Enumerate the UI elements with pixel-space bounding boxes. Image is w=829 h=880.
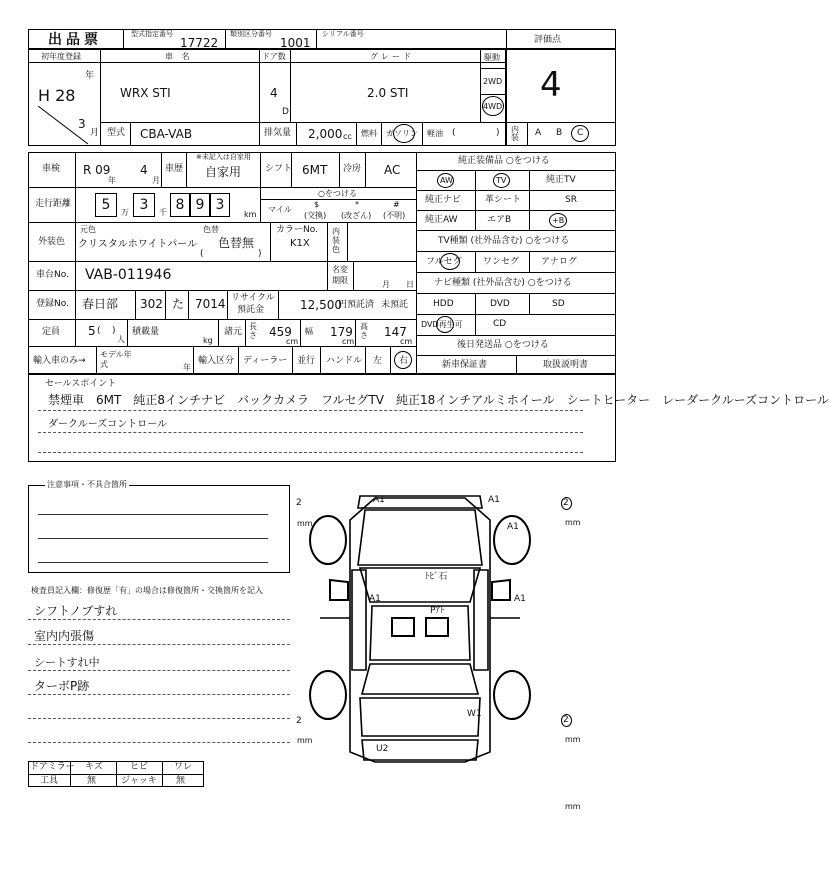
windshield-note: ﾄﾋﾞ石 (425, 572, 448, 582)
class-no-value: 1001 (280, 36, 311, 50)
capacity-value: 5 (88, 324, 96, 338)
drive-2wd: 2WD (483, 77, 503, 86)
vehicle-type-note: ※未記入は自家用 (196, 153, 251, 161)
model-value: CBA-VAB (140, 127, 193, 141)
grade-label: グレード (370, 52, 414, 61)
later-title: 後日発送品 ○をつける (457, 340, 549, 350)
mark-right-door: A1 (514, 594, 526, 604)
length-value: 459 (269, 325, 292, 339)
inspection-era: R 09 (83, 163, 111, 177)
drive-4wd-circle (482, 96, 504, 116)
capacity-label: 定員 (42, 327, 61, 337)
car-name-label: 車 名 (165, 52, 193, 61)
class-no-label: 類別区分番号 (230, 30, 272, 38)
registration-label: 登録No. (36, 299, 69, 309)
mileage-digit: 5 (95, 193, 117, 217)
registration-area: 春日部 (82, 297, 119, 311)
doors-value: 4 (270, 86, 278, 100)
import-label: 輸入車のみ→ (33, 356, 86, 366)
tire-depth-fl: 2 (296, 498, 302, 508)
mileage-digit: 9 (190, 193, 210, 217)
chassis-value: VAB-011946 (85, 267, 172, 283)
displacement-value: 2,000 (308, 127, 343, 141)
first-reg-month: 3 (78, 117, 86, 131)
width-value: 179 (330, 325, 353, 339)
tire-depth-rl: 2 (296, 716, 302, 726)
registration-class: 302 (140, 297, 163, 311)
mileage-digit: 3 (210, 193, 230, 217)
registration-kana: た (172, 297, 185, 311)
inspection-label: 車検 (42, 164, 61, 174)
inspector-title: 検査員記入欄：修復歴「有」の場合は修復箇所・交換箇所を記入 (31, 586, 263, 595)
inspection-month: 4 (140, 163, 148, 177)
chassis-label: 車台No. (36, 270, 69, 280)
aircon-label: 冷房 (343, 164, 362, 174)
car-body-diagram (300, 490, 540, 770)
color-label: 外装色 (38, 237, 66, 247)
note-item: シートすれ中 (34, 656, 100, 669)
sales-title: セールスポイント (45, 379, 117, 389)
mark-rear-bumper: U2 (376, 744, 389, 754)
handle-right: 右 (399, 356, 409, 366)
handle-right-circle (394, 351, 412, 369)
fuel-circle (393, 124, 415, 143)
color-code: K1X (290, 238, 310, 249)
mileage-circle-note: ○をつける (318, 189, 357, 198)
fuel-label: 燃料 (361, 129, 377, 138)
score-value: 4 (540, 65, 562, 105)
grade-value: 2.0 STI (367, 86, 409, 100)
drive-label: 駆動 (484, 53, 500, 62)
note-item: ターボP跡 (34, 679, 90, 693)
mark-front-right: A1 (488, 495, 500, 505)
fuel-light-oil: 軽油 (427, 129, 443, 138)
score-label: 評価点 (534, 35, 562, 45)
note-item: 室内内張傷 (34, 629, 95, 643)
interior-label: 内装 (511, 125, 519, 142)
mark-rear-glass: W1 (467, 709, 482, 719)
first-reg-label: 初年度登録 (41, 52, 81, 61)
height-value: 147 (384, 325, 407, 339)
tire-depth-fr: 2 (563, 498, 569, 508)
type-no-value: 17722 (180, 36, 219, 50)
roof-note: Pｱﾄ (430, 606, 445, 616)
vehicle-type-value: 自家用 (205, 165, 242, 179)
genuine-title: 純正装備品 ○をつける (458, 156, 550, 166)
color-original: クリスタルホワイトパール (78, 239, 198, 250)
recycle-fee: 12,500 (300, 298, 342, 312)
tire-depth-rr: 2 (563, 715, 569, 725)
type-no-label: 型式指定番号 (131, 30, 173, 38)
serial-label: シリアル番号 (322, 30, 364, 38)
door-type: D (282, 107, 289, 117)
tv-title: TV種類 (社外品含む) ○をつける (438, 236, 570, 246)
interior-color-label: 内装色 (332, 227, 340, 254)
notes-title: 注意事項・不具合箇所 (47, 480, 127, 489)
note-item: シフトノブすれ (34, 604, 118, 618)
sales-line-1: 禁煙車 6MT 純正8インチナビ バックカメラ フルセグTV 純正18インチアルミホイール シートヒーター レーダークルーズコントロール (48, 393, 829, 407)
mileage-digit: 3 (133, 193, 155, 217)
notes-frame (28, 485, 290, 573)
registration-number: 7014 (195, 297, 226, 311)
handle-label: ハンドル (326, 356, 363, 366)
aircon-value: AC (384, 163, 401, 177)
vehicle-type-label: 車歴 (165, 164, 184, 174)
displacement-label: 排気量 (264, 128, 292, 138)
first-reg-era: H 28 (38, 86, 76, 105)
doors-label: ドア数 (262, 52, 286, 61)
mileage-label: 走行距離 (35, 199, 72, 209)
form-title: 出品票 (48, 32, 102, 48)
drive-4wd: 4WD (483, 102, 503, 111)
mileage-digit: 8 (170, 193, 190, 217)
fuel-gasoline: ガソリン (386, 129, 418, 138)
interior-grade-circle (571, 125, 589, 142)
shift-label: シフト (265, 164, 293, 174)
shift-value: 6MT (302, 163, 328, 177)
sales-line-2: ダークルーズコントロール (48, 419, 167, 430)
diagonal-slash (28, 62, 100, 146)
mark-front-fender: A1 (507, 522, 519, 532)
nav-title: ナビ種類 (社外品含む) ○をつける (434, 278, 572, 288)
color-repaint: 色替無 (218, 236, 255, 250)
mark-front-bumper: A1 (373, 495, 385, 505)
mark-left-door: A1 (369, 594, 381, 604)
model-label: 型式 (107, 128, 126, 138)
car-name-value: WRX STI (120, 86, 171, 100)
